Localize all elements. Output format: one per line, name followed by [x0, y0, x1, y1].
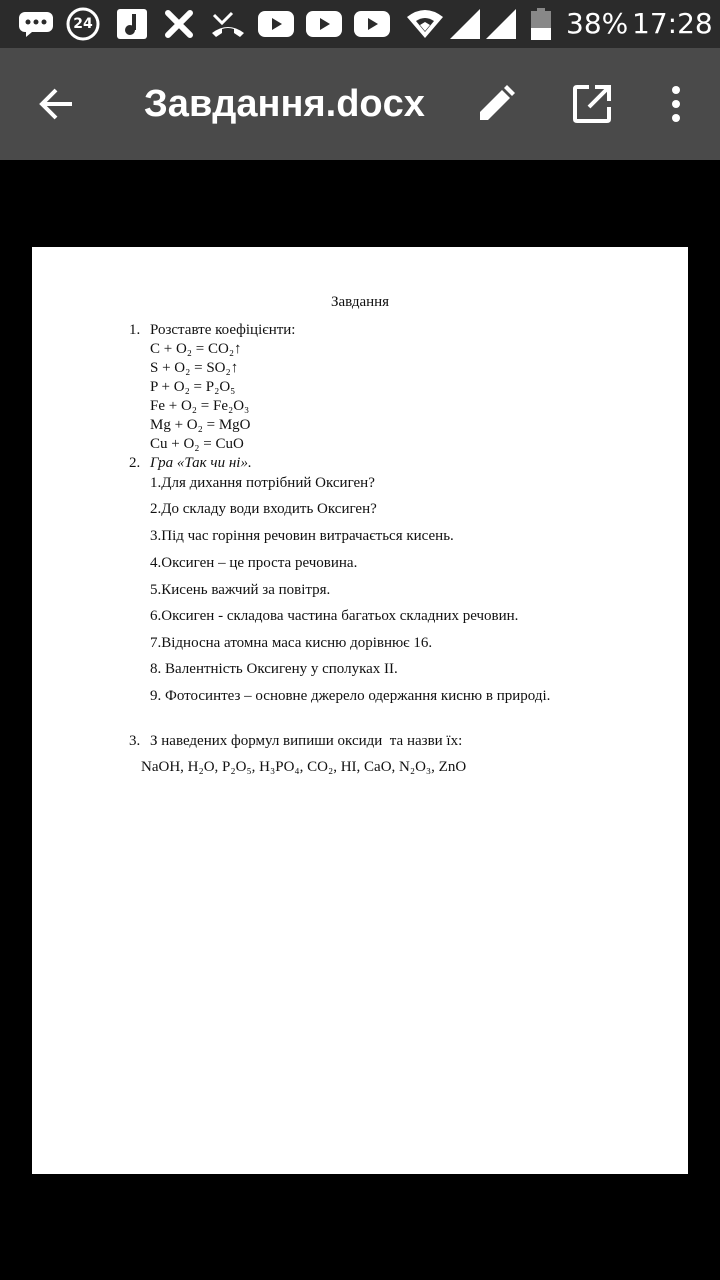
youtube-icon	[258, 8, 294, 40]
doc-heading: Завдання	[330, 294, 390, 310]
more-options-button[interactable]	[648, 76, 704, 132]
equation: Fe + O₂ = Fe₂O₃	[150, 398, 250, 414]
open-with-button[interactable]	[564, 76, 620, 132]
status-bar	[0, 0, 720, 48]
section-1-heading: Розставте коефіцієнти:	[150, 322, 296, 338]
equation: Cu + O₂ = CuO	[150, 436, 244, 452]
open-external-icon	[573, 85, 611, 123]
quiz-item: 4.Оксиген – це проста речовина.	[150, 555, 358, 571]
numbered-badge-icon	[66, 8, 100, 40]
x-close-icon	[162, 8, 196, 40]
equation: S + O₂ = SO₂↑	[150, 360, 239, 376]
quiz-item: 5.Кисень важчий за повітря.	[150, 582, 331, 598]
edit-pencil-icon	[476, 84, 516, 124]
wifi-icon	[406, 8, 444, 40]
quiz-item: 6.Оксиген - складова частина багатьох складних речовин.	[150, 608, 519, 624]
youtube-icon	[306, 8, 342, 40]
missed-call-icon	[210, 8, 246, 40]
equation: Mg + O₂ = MgO	[150, 417, 251, 433]
document-viewer[interactable]	[0, 160, 720, 1280]
equation: P + O₂ = P₂O₅	[150, 379, 236, 395]
quiz-item: 8. Валентність Оксигену у сполуках ІІ.	[150, 661, 398, 677]
quiz-item: 2.До складу води входить Оксиген?	[150, 501, 377, 517]
edit-button[interactable]	[468, 76, 524, 132]
quiz-item: 1.Для дихання потрібний Оксиген?	[150, 475, 375, 491]
clock: 17:28	[632, 7, 713, 40]
chat-bubble-icon	[18, 8, 54, 40]
youtube-icon	[354, 8, 390, 40]
document-page[interactable]	[32, 247, 688, 1174]
badge-count: 24	[73, 16, 93, 32]
quiz-item: 3.Під час горіння речовин витрачається кисень.	[150, 528, 454, 544]
app-bar	[0, 48, 720, 160]
section-3-number: 3.	[129, 733, 141, 749]
battery-percent: 38%	[566, 7, 629, 40]
section-2-heading: Гра «Так чи ні».	[150, 455, 252, 471]
section-2-number: 2.	[129, 455, 141, 471]
signal-icon	[450, 8, 480, 40]
music-note-icon	[116, 8, 148, 40]
quiz-item: 9. Фотосинтез – основне джерело одержання кисню в природі.	[150, 688, 551, 704]
back-arrow-icon	[38, 86, 74, 122]
document-title: Завдання.docx	[144, 83, 425, 125]
quiz-item: 7.Відносна атомна маса кисню дорівнює 16.	[150, 635, 433, 651]
equation: C + O₂ = CO₂↑	[150, 341, 242, 357]
back-button[interactable]	[28, 76, 84, 132]
formula-list: NaOH, H₂O, P₂O₅, H₃PO₄, CO₂, HI, CaO, N₂O₃, ZnO	[141, 759, 467, 775]
signal-icon	[486, 8, 516, 40]
battery-icon	[530, 8, 552, 40]
section-1-number: 1.	[129, 322, 141, 338]
more-vert-icon	[670, 86, 682, 122]
section-3-heading: З наведених формул випиши оксиди та назви їх:	[150, 733, 463, 749]
